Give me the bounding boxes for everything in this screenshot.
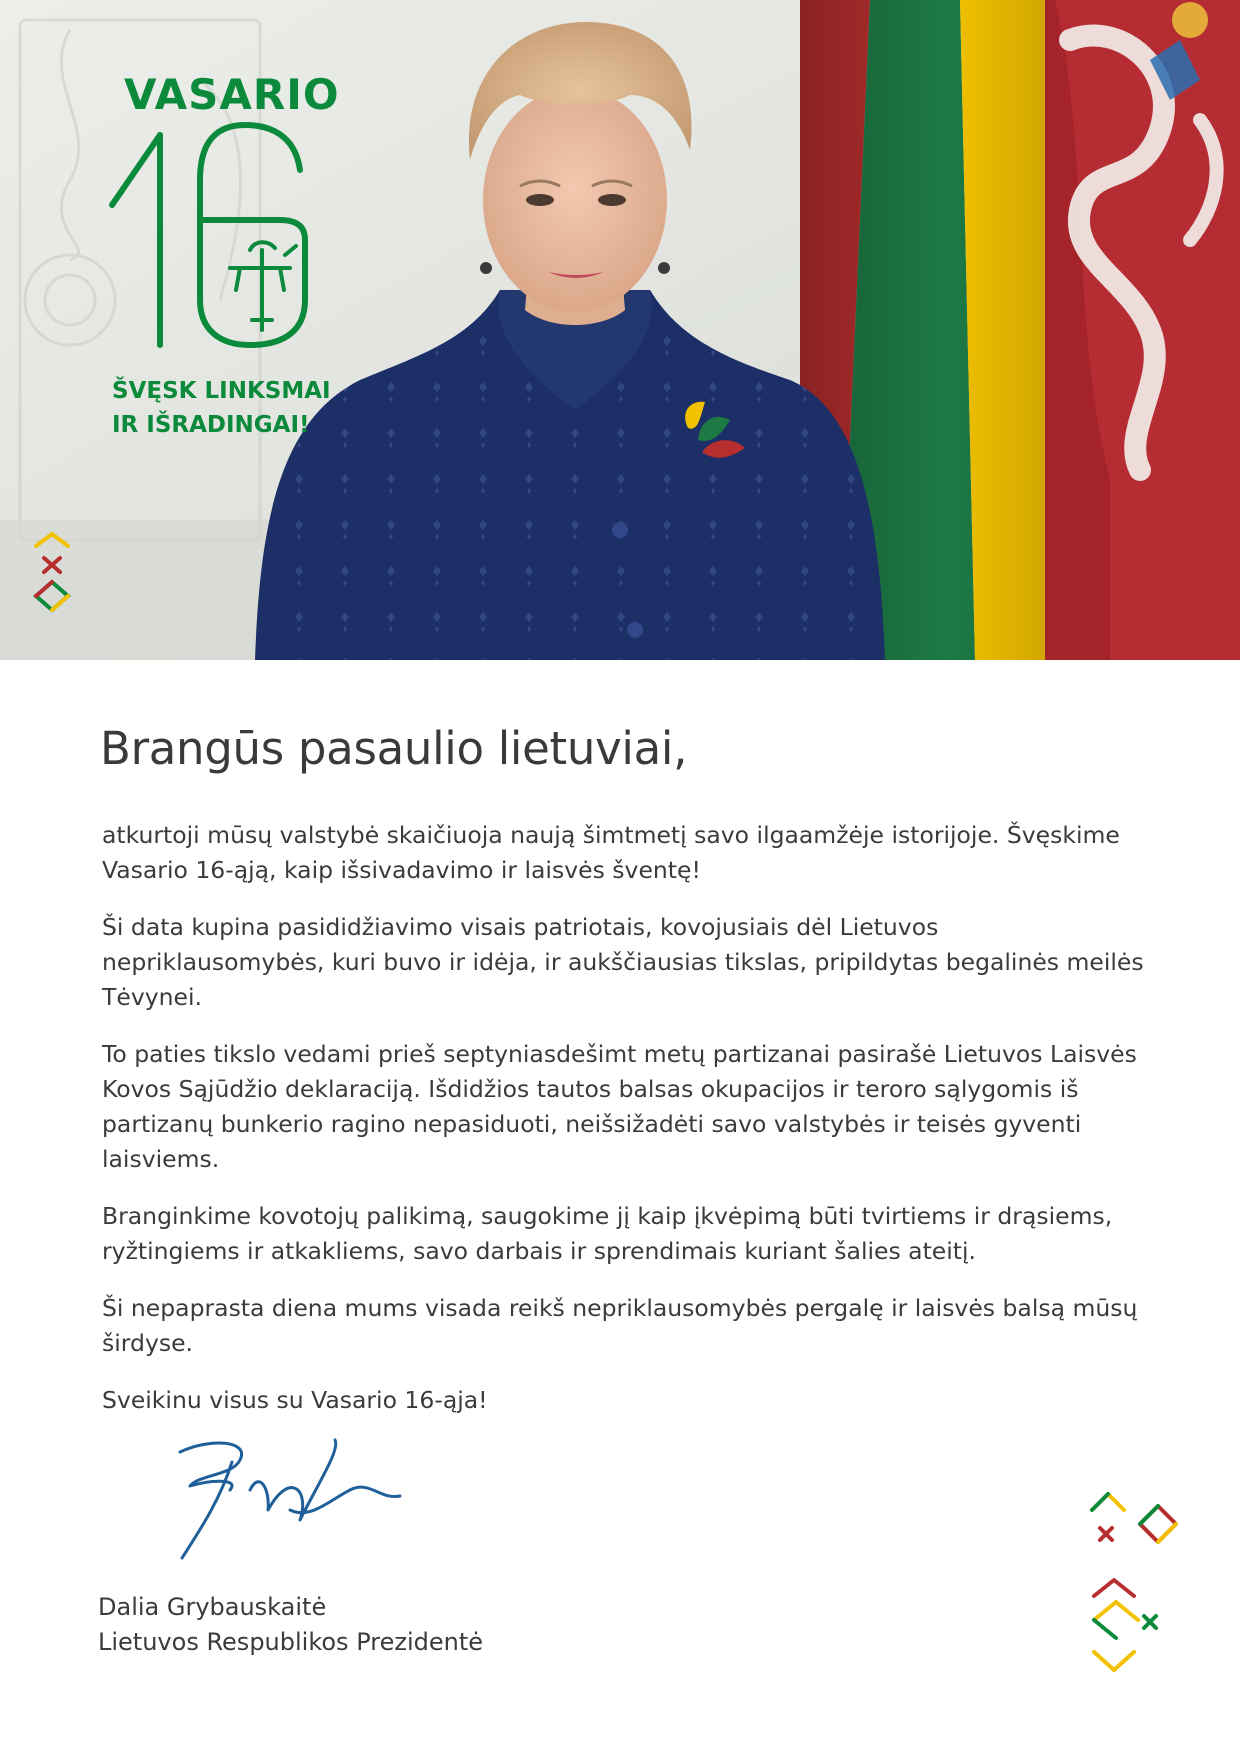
logo-word: VASARIO <box>124 70 340 119</box>
folk-ornament-corner <box>1080 1480 1200 1680</box>
hero-photo <box>0 0 1240 660</box>
signatory <box>98 1590 483 1660</box>
slogan-part-2: LINKSMAI <box>204 378 331 404</box>
signatory-name: Dalia Grybauskaitė <box>98 1593 327 1621</box>
letter-greeting: Brangūs pasaulio lietuviai, <box>100 722 688 775</box>
letter-paragraph: Sveikinu visus su Vasario 16-ąja! <box>102 1386 488 1414</box>
letter-paragraph: To paties tikslo vedami prieš septyniasdešimt metų partizanai pasirašė Lietuvos Laisvės Kovos Sąjūdžio deklaraciją. Išdidžios tautos balsas okupacijos ir teroro sąlygomis iš partizanų bunkerio ragino nepasiduoti, neišsižadėti savo valstybės ir teisės gyventi laisviems. <box>102 1040 1137 1173</box>
presidential-standard <box>1045 0 1240 660</box>
signature <box>170 1430 410 1570</box>
logo-slogan <box>112 374 331 442</box>
letter-paragraph: Ši nepaprasta diena mums visada reikš nepriklausomybės pergalę ir laisvės balsą mūsų širdyse. <box>102 1294 1138 1357</box>
letter-paragraph: atkurtoji mūsų valstybė skaičiuoja naują šimtmetį savo ilgaamžėje istorijoje. Švęskime Vasario 16-ąją, kaip išsivadavimo ir laisvės šventę! <box>102 821 1120 884</box>
letter-paragraph: Branginkime kovotojų palikimą, saugokime jį kaip įkvėpimą būti tvirtiems ir drąsiems, ryžtingiems ir atkakliems, savo darbais ir sprendimais kuriant šalies ateitį. <box>102 1202 1113 1265</box>
slogan-part-3: IR IŠRADINGAI! <box>112 412 310 438</box>
letter-paragraph: Ši data kupina pasididžiavimo visais patriotais, kovojusiais dėl Lietuvos nepriklausomybės, kuri buvo ir idėja, ir aukščiausias tikslas, pripildytas begalinės meilės Tėvynei. <box>102 913 1144 1011</box>
letter-body <box>102 818 1162 1440</box>
slogan-part-1: ŠVĘSK <box>112 378 197 404</box>
signatory-title: Lietuvos Respublikos Prezidentė <box>98 1628 483 1656</box>
